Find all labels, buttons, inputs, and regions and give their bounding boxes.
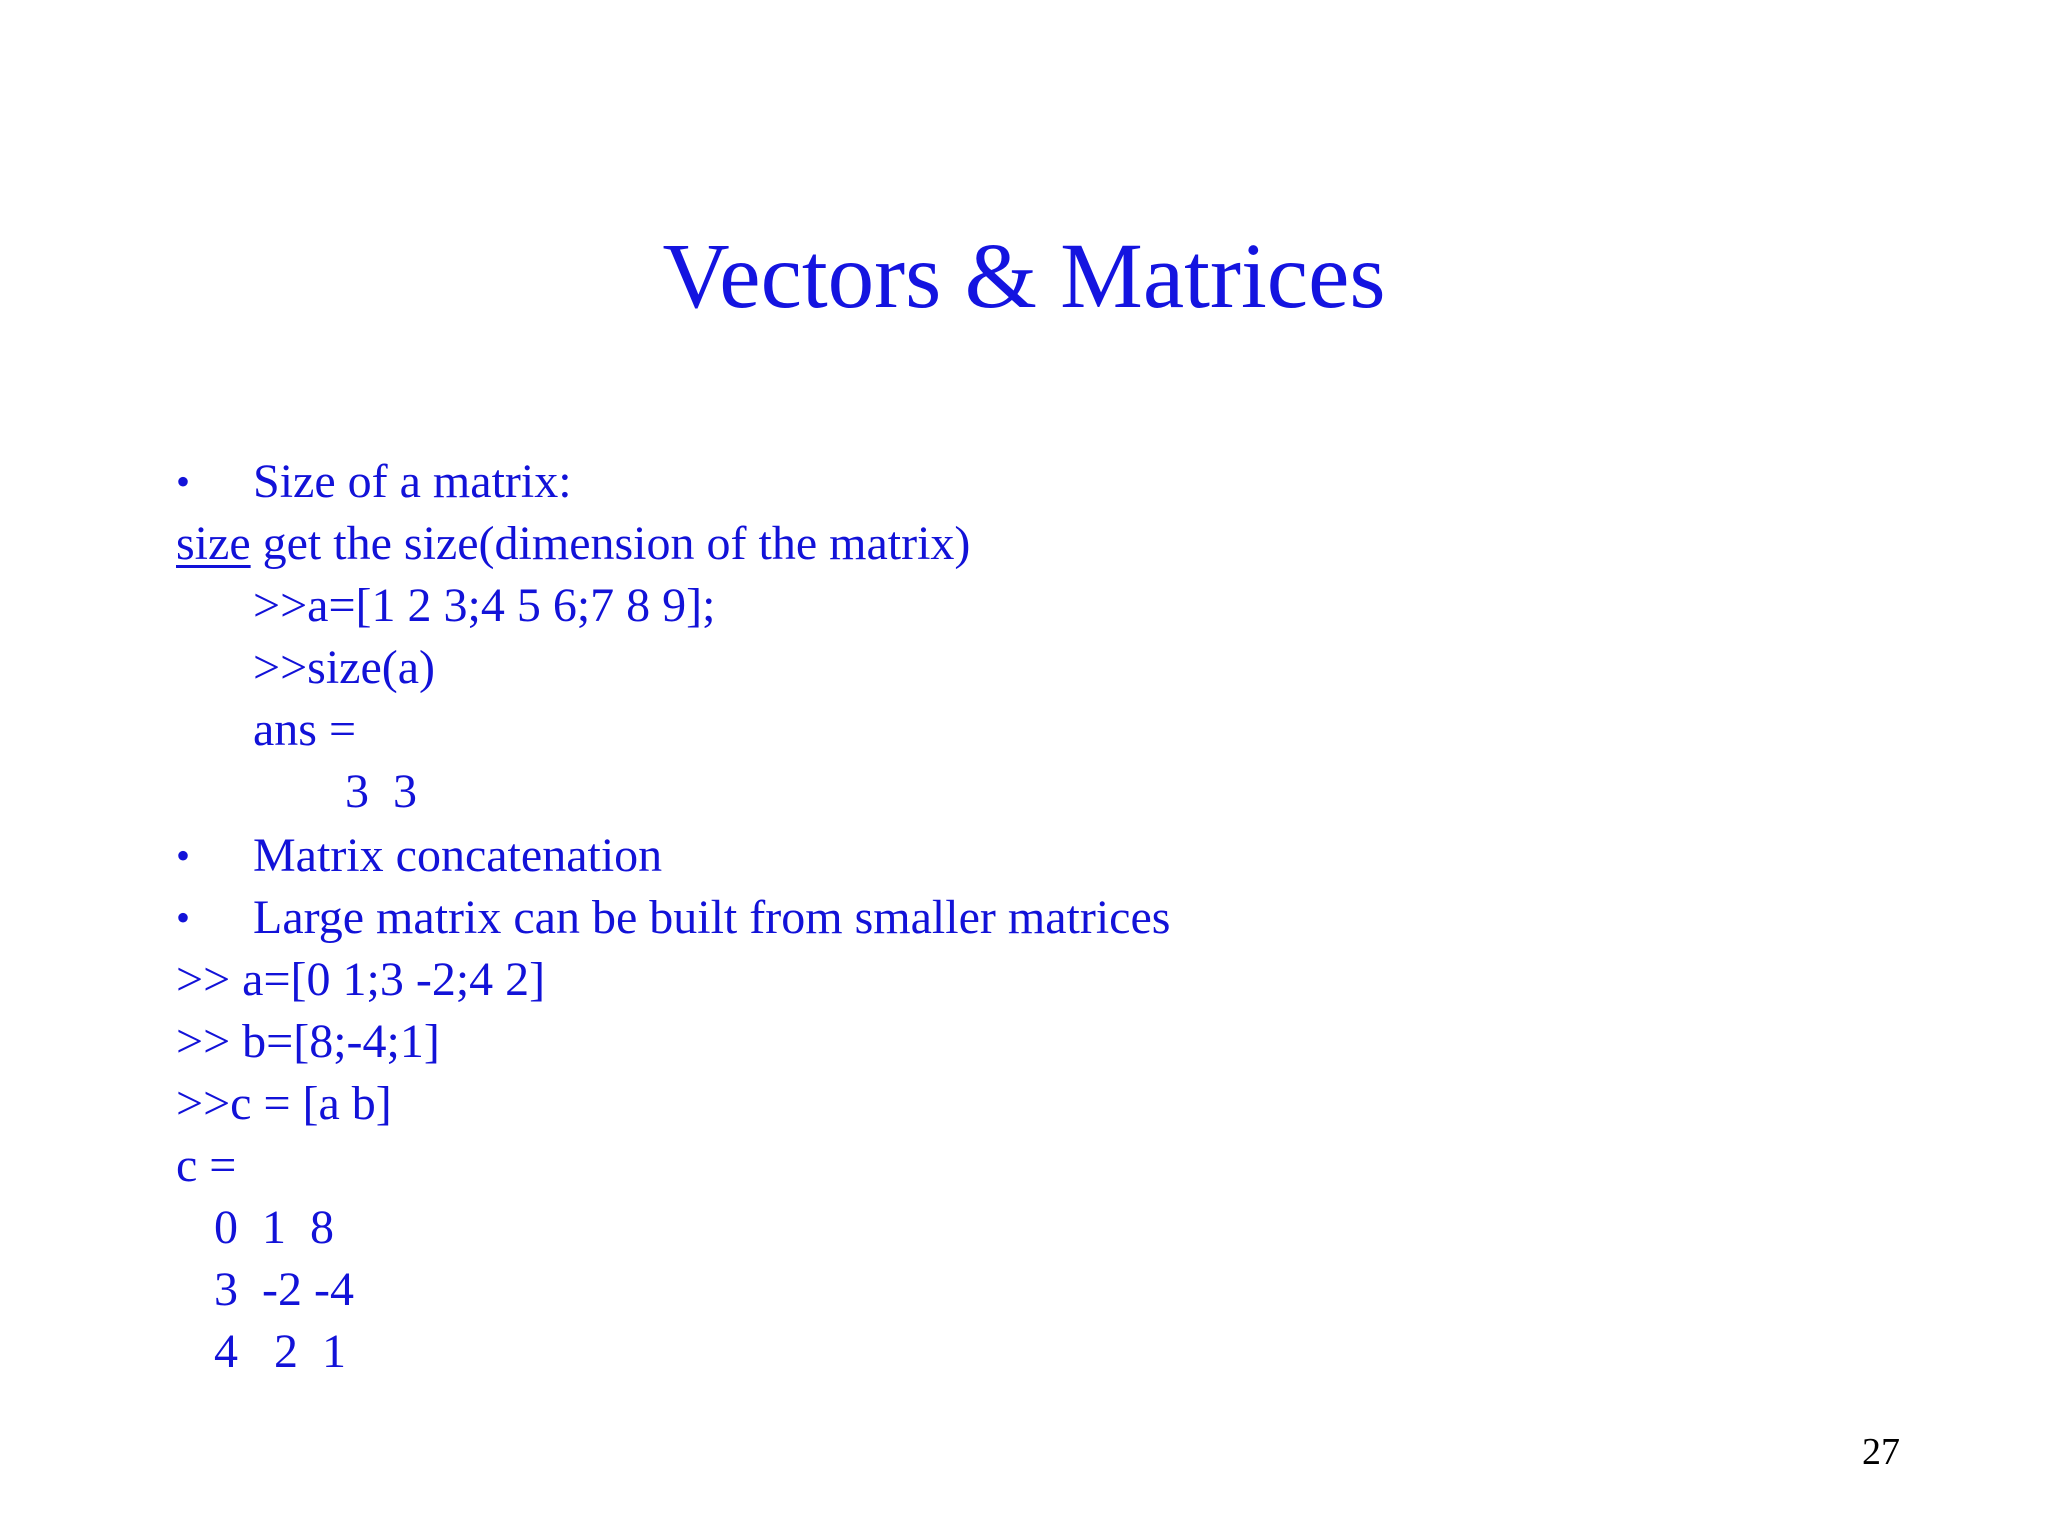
bullet-icon: • [176,895,191,940]
bullet-size-of-matrix: Size of a matrix: [253,455,572,508]
code-line-define-a: >>a=[1 2 3;4 5 6;7 8 9]; [253,579,716,632]
page-number: 27 [1862,1431,1900,1473]
bullet-large-matrix: Large matrix can be built from smaller matrices [253,891,1171,944]
size-keyword: size [176,517,251,570]
code-line-define-a2: >> a=[0 1;3 -2;4 2] [176,953,546,1006]
bullet-matrix-concatenation: Matrix concatenation [253,829,663,882]
size-description-text: get the size(dimension of the matrix) [250,517,971,570]
code-line-size-a: >>size(a) [253,641,436,694]
slide-title: Vectors & Matrices [662,225,1386,328]
bullet-icon: • [176,459,191,504]
output-matrix-row: 0 1 8 [214,1201,334,1254]
code-line-define-b: >> b=[8;-4;1] [176,1015,440,1068]
bullet-icon: • [176,833,191,878]
size-description [176,513,970,575]
output-c-label: c = [176,1139,237,1192]
output-matrix-row: 3 -2 -4 [214,1263,354,1316]
output-matrix-row: 4 2 1 [214,1325,346,1378]
output-ans-label: ans = [253,703,357,756]
code-line-define-c: >>c = [a b] [176,1077,392,1130]
output-ans-value: 3 3 [345,765,417,818]
